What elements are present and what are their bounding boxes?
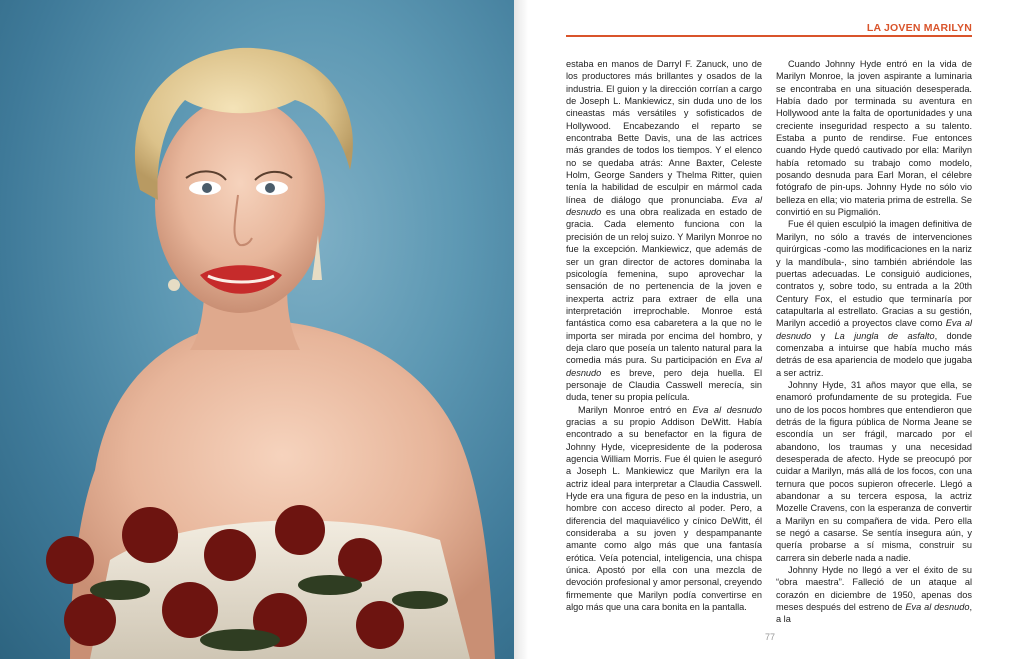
page-number: 77	[764, 632, 775, 642]
text-column-right	[776, 58, 972, 626]
italic-title: Eva al desnudo	[566, 194, 762, 218]
text-run: Cuando Johnny Hyde entró en la vida de Marilyn Monroe, la joven aspirante a luminaria se encontraba en una situación desesperada. Había dado por terminada su aventura en Hollywood ante la falta de oportunidades y una creciente inseguridad respecto a su talento. Estaba a punto de rendirse. Fue entonces cuando Hyde quedó cautivado por ella: Marilyn había retomado su trabajo como modelo, posando desnuda para Earl Moran, el célebre fotógrafo de pin-ups. Johnny Hyde no sólo vio belleza en ella; vio materia prima de estrella. Se convirtió en su Pigmalión.	[776, 59, 972, 218]
paragraph	[566, 58, 762, 404]
italic-title: Eva al desnudo	[566, 355, 762, 378]
text-run: estaba en manos de Darryl F. Zanuck, uno de los productores más brillantes y osados de la industria. El guion y la dirección corrían a cargo de Joseph L. Mankiewicz, sin duda uno de los cineastas más versátiles y sofisticados de Hollywood. Encabezando el reparto se encontraba Bette Davis, una de las actrices más grandes de todos los tiempos. Y el elenco no se quedaba atrás: Anne Baxter, Celeste Holm, George Sanders y Thelma Ritter, quien tenía la habilidad de esculpir en mármol cada línea de diálogo que pronunciaba.	[566, 59, 762, 205]
text-run: , a la	[776, 602, 972, 625]
text-run: es una obra realizada en estado de gracia. Cada elemento funciona con la precisión de un reloj suizo. Y Marilyn Monroe no fue la excepción. Mankiewicz, que además de ser un gran director de actores dominaba la psicología femenina, supo aprovechar la sensación de no pertenencia de la joven e inexperta actriz para extraer de ella una interpretación irreprochable. Monroe está fantástica como esa cabaretera a la que no le importa ser mirada por encima del hombro, y deja claro que poseía un talento natural para la comedia más pura. Su participación en	[566, 207, 762, 366]
italic-title: Eva al desnudo	[776, 318, 972, 341]
running-head-rule	[566, 35, 972, 37]
text-run: es breve, pero deja huella. El personaje de Claudia Casswell merecía, sin duda, tener su propia película.	[566, 367, 762, 403]
text-run: gracias a su propio Addison DeWitt. Había encontrado a su benefactor en la figura de Johnny Hyde, vicepresidente de la poderosa agencia William Morris. Fue él quien le aseguró a Joseph L. Mankiewicz que Marilyn era la actriz ideal para interpretar a Claudia Casswell. Hyde era una figura de peso en la industria, un hombre con acceso directo al poder. Pero, a diferencia del maquiavélico y cínico DeWitt, él consideraba a su joven y despampanante amante como algo más que una fantasía erótica. Veía potencial, inteligencia, una chispa única. Apostó por ella con una mezcla de devoción profesional y amor personal, creyendo firmemente que Marilyn podía convertirse en algo más que una cara bonita en la pantalla.	[566, 416, 762, 613]
paragraph	[566, 404, 762, 614]
text-column-left	[566, 58, 762, 613]
paragraph	[776, 564, 972, 626]
italic-title: Eva al desnudo	[905, 602, 970, 613]
text-run: Marilyn Monroe entró en	[578, 404, 693, 415]
paragraph	[776, 58, 972, 218]
italic-title: La jungla de asfalto	[834, 330, 935, 341]
text-run: Johnny Hyde no llegó a ver el éxito de su “obra maestra”. Falleció de un ataque al corazón en diciembre de 1950, apenas dos meses después del estreno de	[776, 565, 972, 613]
paragraph	[776, 218, 972, 378]
running-head: LA JOVEN MARILYN	[866, 22, 972, 34]
text-run: y	[811, 330, 835, 341]
italic-title: Eva al desnudo	[692, 404, 762, 415]
paragraph	[776, 379, 972, 564]
text-run: Fue él quien esculpió la imagen definitiva de Marilyn, no sólo a través de intervenciones quirúrgicas -como las modificaciones en la nariz y la mandíbula-, sino también abriéndole las puertas adecuadas. Le consiguió audiciones, contratos y, sobre todo, su entrada a la 20th Century Fox, el estudio que terminaría por catapultarla al estrellato. Gracias a su gestión, Marilyn accedió a proyectos clave como	[776, 219, 972, 329]
page-gutter-shadow	[514, 0, 528, 659]
text-run: , donde comenzaba a intuirse que había mucho más detrás de esa apariencia de modelo que jugaba a ser actriz.	[776, 330, 972, 378]
text-run: Johnny Hyde, 31 años mayor que ella, se enamoró profundamente de su protegida. Fue uno de los pocos hombres que entendieron que detrás de la figura pública de Norma Jeane se escondía un ser frágil, marcado por el abandono, los traumas y una necesidad desesperada de afecto. Hyde se preocupó por cuidar a Marilyn, más allá de los focos, con una ternura que pocos supieron ofrecerle. Llegó a abandonar a su tercera esposa, la actriz Mozelle Cravens, con la esperanza de convertir a Marilyn en su compañera de vida. Pero ella se negó a casarse. Se sentía insegura aún, y quería probarse a sí misma, construir su carrera sin deberle nada a nadie.	[776, 379, 972, 563]
